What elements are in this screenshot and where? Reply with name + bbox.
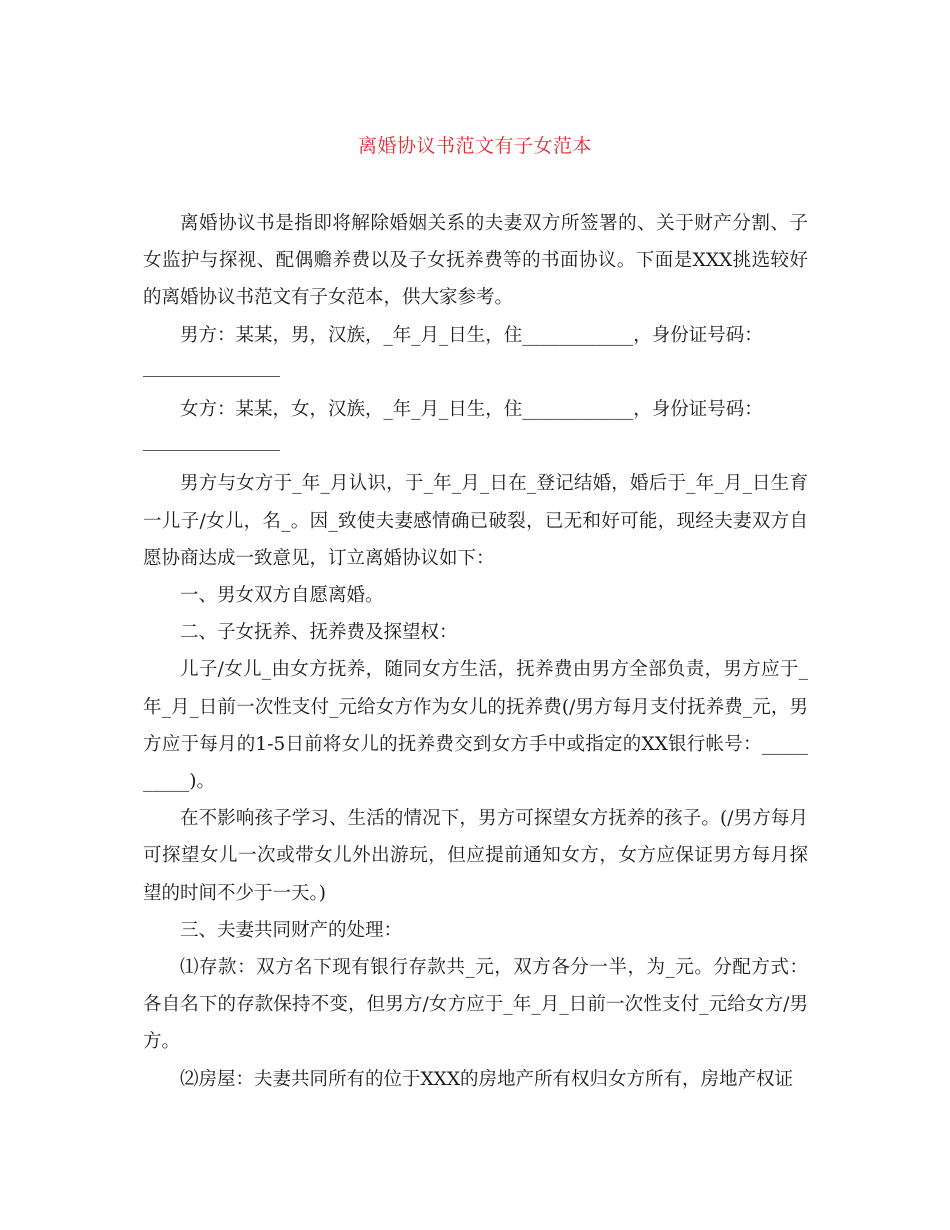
blank-underline [143, 376, 280, 377]
wife-info-paragraph: 女方：某某，女，汉族，_年_月_日生，住____________，身份证号码： [180, 399, 763, 420]
clause-property-heading: 三、夫妻共同财产的处理： [180, 919, 403, 941]
intro-paragraph: 离婚协议书是指即将解除婚姻关系的夫妻双方所签署的、关于财产分割、子女监护与探视、配偶赡养费以及子女抚养费等的书面协议。下面是XXX挑选较好的离婚协议书范文有子女范本，供大家参考。 [143, 213, 808, 309]
husband-id-blank [143, 354, 808, 391]
savings-paragraph: ⑴存款：双方名下现有银行存款共_元，双方各分一半，为_元。分配方式：各自名下的存款保持不变，但男方/女方应于_年_月_日前一次性支付_元给女方/男方。 [143, 957, 808, 1053]
visitation-paragraph: 在不影响孩子学习、生活的情况下，男方可探望女方抚养的孩子。(/男方每月可探望女儿一次或带女儿外出游玩，但应提前通知女方，女方应保证男方每月探望的时间不少于一天。) [143, 808, 808, 904]
husband-info-paragraph: 男方：某某，男，汉族，_年_月_日生，住____________，身份证号码： [180, 324, 763, 346]
blank-underline [143, 450, 280, 451]
marriage-background-paragraph: 男方与女方于_年_月认识，于_年_月_日在_登记结婚，婚后于_年_月_日生育一儿子/女儿，名_。因_致使夫妻感情确已破裂，已无和好可能，现经夫妻双方自愿协商达成一致意见，订立离婚协议如下： [143, 473, 808, 569]
document-title: 离婚协议书范文有子女范本 [357, 135, 592, 157]
clause-custody-heading: 二、子女抚养、抚养费及探望权： [180, 622, 458, 644]
custody-paragraph: 儿子/女儿_由女方抚养，随同女方生活，抚养费由男方全部负责，男方应于_年_月_日前一次性支付_元给女方作为女儿的抚养费(/男方每月支付抚养费_元，男方应于每月的1-5日前将女儿的抚养费交到女方手中或指定的XX银行帐号：__________)。 [143, 659, 808, 793]
house-paragraph: ⑵房屋：夫妻共同所有的位于XXX的房地产所有权归女方所有，房地产权证 [180, 1068, 794, 1090]
document-body [143, 205, 808, 1098]
wife-id-blank [143, 428, 808, 465]
clause-divorce-heading: 一、男女双方自愿离婚。 [180, 585, 384, 606]
